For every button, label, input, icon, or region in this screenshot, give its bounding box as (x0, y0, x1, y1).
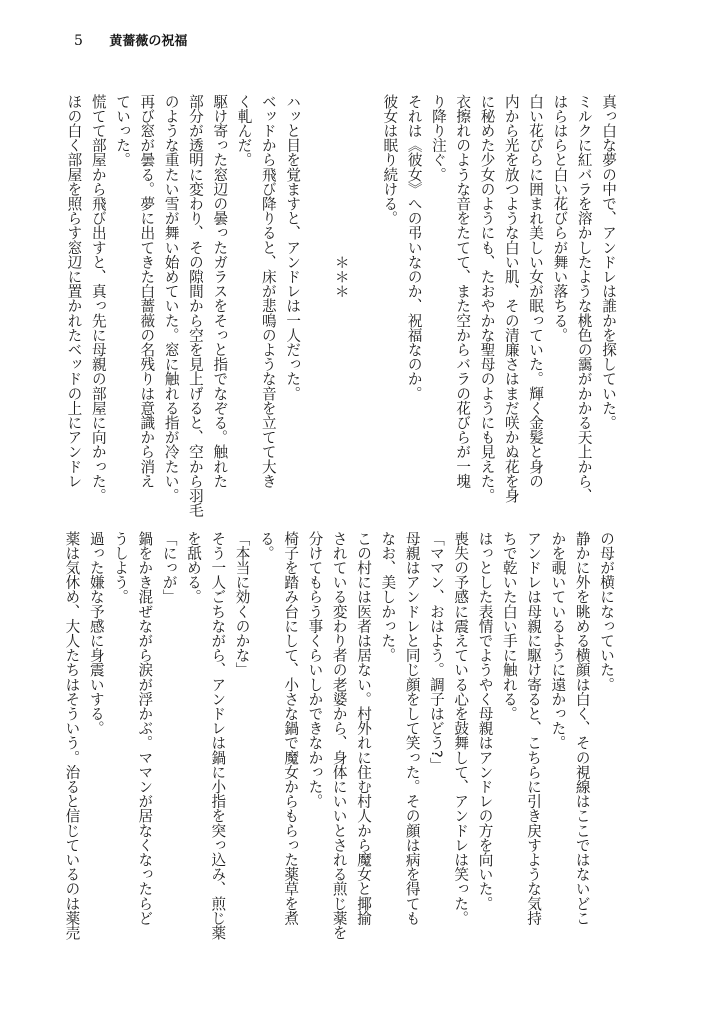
text-line: 衣擦れのような音をたてて、また空からバラの花びらが一塊 (454, 94, 472, 489)
text-line: 再び窓が曇る。夢に出てきた白薔薇の名残りは意識から消え (138, 94, 156, 489)
text-line: ちで乾いた白い手に触れる。 (500, 531, 518, 721)
text-line: ミルクに紅バラを溶かしたような桃色の靄がかかる天上から、 (575, 94, 593, 503)
text-line: ハッと目を覚ますと、アンドレは一人だった。 (284, 94, 302, 401)
text-line: 分けてもらう事くらいしかできなかった。 (306, 531, 324, 809)
text-line: く軋んだ。 (235, 94, 253, 167)
running-header (74, 30, 187, 49)
text-line: 慌てて部屋から飛び出すと、真っ先に母親の部屋に向かった。 (89, 94, 107, 503)
text-line: 椅子を踏み台にして、小さな鍋で魔女からもらった薬草を煮 (282, 531, 300, 926)
text-line: 過った嫌な予感に身震いする。 (87, 531, 105, 736)
text-line: なお、美しかった。 (379, 531, 397, 663)
page-number: 5 (74, 33, 83, 49)
text-line: を舐める。 (184, 531, 202, 604)
text-line: 鍋をかき混ぜながら涙が浮かぶ。ママンが居なくなったらど (136, 531, 154, 926)
text-line (304, 94, 328, 498)
text-line: 駆け寄った窓辺の曇ったガラスをそっと指でなぞる。触れた (211, 94, 229, 489)
text-line: されている変わり者の老婆から、身体にいいとされる煎じ薬を (330, 531, 348, 940)
text-line: 「ママン、おはよう。調子はどう?」 (427, 531, 445, 773)
text-line: 「にっが」 (160, 531, 178, 604)
lower-text-column (63, 531, 618, 957)
upper-text-column (65, 94, 620, 518)
text-line: この村には医者は居ない。村外れに住む村人から魔女と揶揄 (355, 531, 373, 926)
text-line: のような重たい雪が舞い始めていた。窓に触れる指が冷たい。 (162, 94, 180, 503)
text-line: はっとした表情でようやく母親はアンドレの方を向いた。 (476, 531, 494, 911)
text-line: 喪失の予感に震えている心を鼓舞して、アンドレは笑った。 (452, 531, 470, 926)
text-line (353, 94, 377, 498)
text-line: 白い花びらに囲まれ美しい女が眠っていた。輝く金髪と身の (527, 94, 545, 489)
text-line: 部分が透明に変わり、その隙間から空を見上げると、空から羽毛 (186, 94, 204, 518)
text-line: はらはらと白い花びらが舞い落ちる。 (551, 94, 569, 343)
text-line: 薬は気休め、大人たちはそういう。治ると信じているのは薬売 (63, 531, 81, 940)
text-line: 彼女は眠り続ける。 (381, 94, 399, 226)
text-line: それは《彼女》への弔いなのか、祝福なのか。 (405, 94, 423, 401)
text-line: に秘めた少女のようにも、たおやかな聖母のようにも見えた。 (478, 94, 496, 503)
text-line: る。 (257, 531, 275, 561)
text-line: ていった。 (114, 94, 132, 167)
text-line: 内から光を放つような白い肌、その清廉さはまだ咲かぬ花を身 (502, 94, 520, 503)
text-line: ほの白く部屋を照らす窓辺に置かれたベッドの上にアンドレ (65, 94, 83, 489)
text-line: アンドレは母親に駆け寄ると、こちらに引き戻すような気持 (525, 531, 543, 926)
text-line: 真っ白な夢の中で、アンドレは誰かを探していた。 (600, 94, 617, 430)
text-line: ＊＊＊ (332, 94, 350, 299)
text-line: 静かに外を眺める横顔は白く、その視線はここではないどこ (573, 531, 591, 926)
text-line: 母親はアンドレと同じ顔をして笑った。その顔は病を得ても (403, 531, 421, 926)
text-line: かを覗いているように遠かった。 (549, 531, 567, 750)
book-title: 黄薔薇の祝福 (109, 34, 188, 49)
text-line: 「本当に効くのかな」 (233, 531, 251, 677)
text-line: うしよう。 (112, 531, 130, 604)
text-line: そう一人ごちながら、アンドレは鍋に小指を突っ込み、煎じ薬 (209, 531, 227, 940)
text-line: り降り注ぐ。 (429, 94, 447, 182)
text-line: の母が横になっていた。 (598, 531, 615, 692)
text-line: ベッドから飛び降りると、床が悲鳴のような音を立てて大き (259, 94, 277, 489)
